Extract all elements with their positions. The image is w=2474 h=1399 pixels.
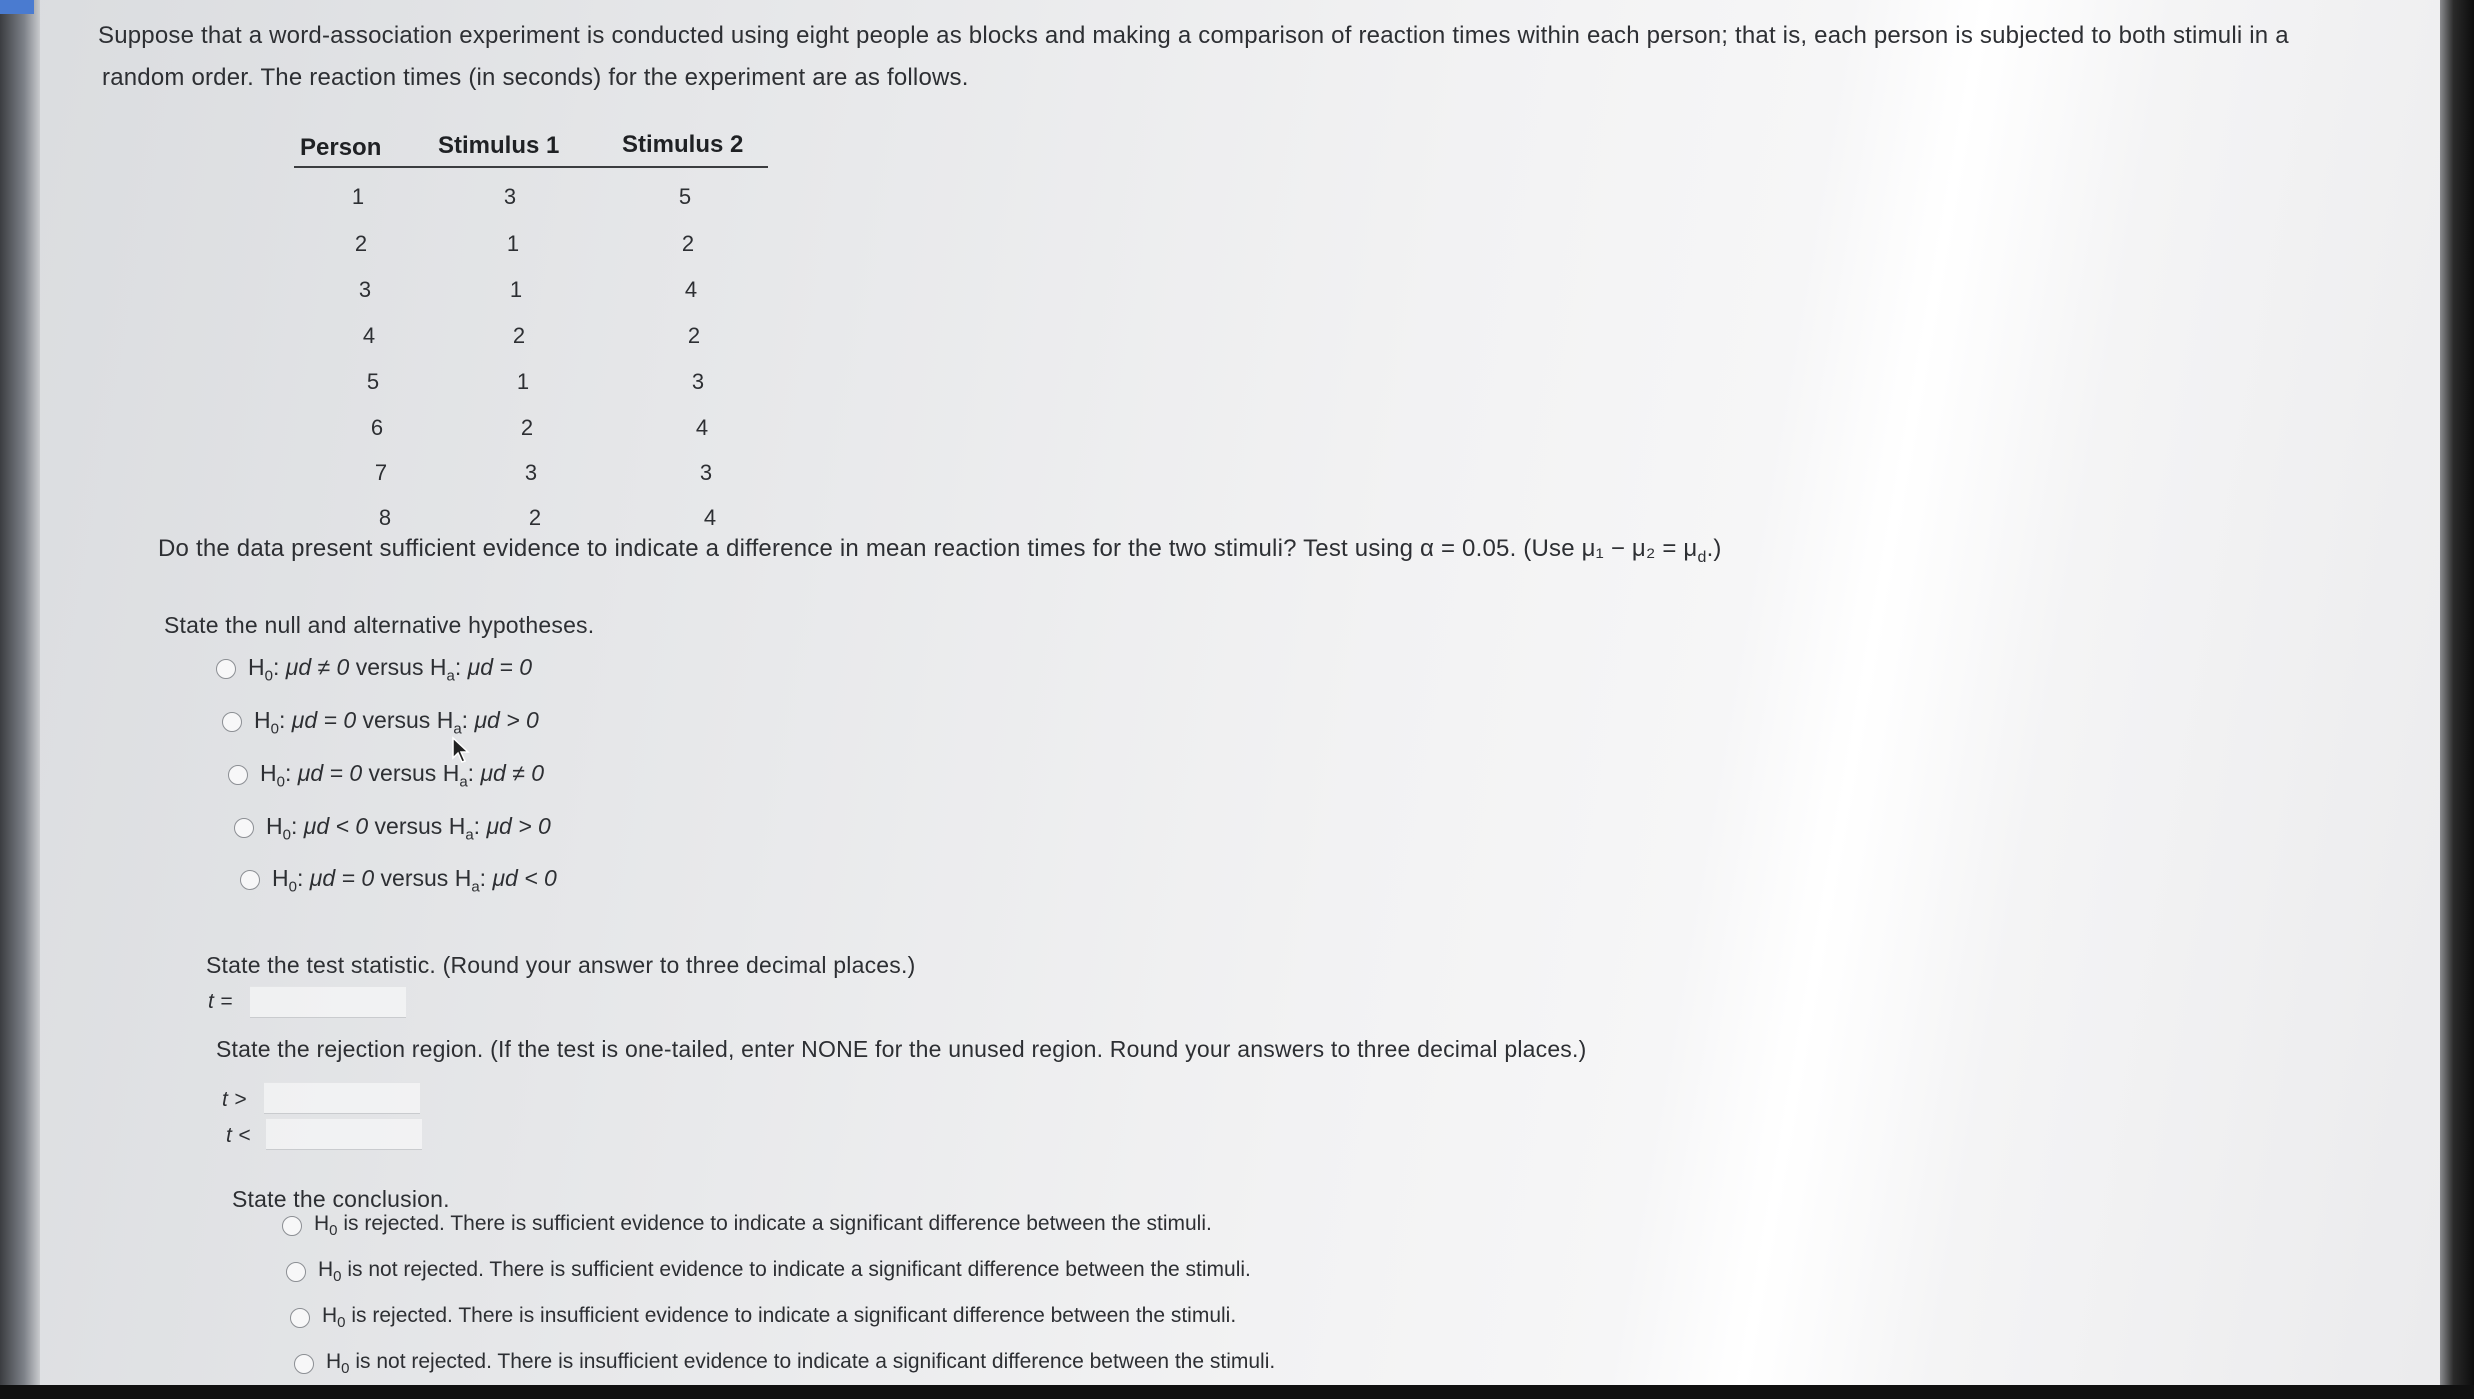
table-cell-stimulus-2: 4 bbox=[703, 505, 717, 530]
table-cell-stimulus-1: 2 bbox=[512, 323, 526, 348]
test-statistic-prompt: State the test statistic. (Round your answer to three decimal places.) bbox=[206, 952, 916, 978]
table-cell-stimulus-2: 4 bbox=[684, 277, 698, 302]
hypothesis-text: $H_0$: μd ≠ 0 versus $H_a$: μd = 0 bbox=[248, 654, 533, 685]
table-cell-stimulus-2: 4 bbox=[695, 415, 709, 440]
table-cell-stimulus-1: 2 bbox=[520, 415, 534, 440]
radio-button[interactable] bbox=[228, 765, 248, 785]
table-header-stimulus-2: Stimulus 2 bbox=[622, 131, 744, 158]
table-cell-person: 8 bbox=[378, 505, 392, 530]
radio-button[interactable] bbox=[282, 1216, 302, 1236]
rejection-upper-input[interactable] bbox=[264, 1082, 420, 1114]
radio-button[interactable] bbox=[290, 1308, 310, 1328]
conclusion-text: $H_0$ is not rejected. There is insufficient evidence to indicate a significant difference between the stimuli. bbox=[326, 1350, 1276, 1378]
table-header-rule bbox=[294, 166, 768, 168]
mouse-cursor-icon bbox=[451, 736, 471, 764]
hypothesis-text: $H_0$: μd = 0 versus $H_a$: μd ≠ 0 bbox=[260, 760, 545, 791]
question-text bbox=[158, 535, 1722, 567]
hypothesis-option[interactable] bbox=[222, 707, 539, 738]
hypothesis-text: $H_0$: μd = 0 versus $H_a$: μd > 0 bbox=[254, 707, 539, 738]
hypothesis-option[interactable] bbox=[234, 813, 551, 844]
conclusion-text: $H_0$ is not rejected. There is sufficient evidence to indicate a significant difference between the stimuli. bbox=[318, 1258, 1251, 1286]
hypothesis-text: $H_0$: μd < 0 versus $H_a$: μd > 0 bbox=[266, 813, 551, 844]
rejection-lower-label: t < bbox=[226, 1124, 251, 1147]
question-main: Do the data present sufficient evidence to indicate a difference in mean reaction times for the two stimuli? Test using α = 0.05. (Use μ₁ − μ₂ = μ bbox=[158, 535, 1698, 562]
table-cell-stimulus-1: 1 bbox=[509, 277, 523, 302]
rejection-lower-input[interactable] bbox=[266, 1118, 422, 1150]
table-cell-stimulus-2: 3 bbox=[691, 369, 705, 394]
table-cell-person: 1 bbox=[351, 184, 365, 209]
table-cell-stimulus-2: 2 bbox=[687, 323, 701, 348]
radio-button[interactable] bbox=[294, 1354, 314, 1374]
hypotheses-prompt: State the null and alternative hypotheses. bbox=[164, 612, 595, 638]
conclusion-text: $H_0$ is rejected. There is sufficient evidence to indicate a significant difference between the stimuli. bbox=[314, 1212, 1212, 1240]
table-cell-person: 7 bbox=[374, 460, 388, 485]
test-statistic-label: t = bbox=[208, 990, 233, 1013]
table-header-stimulus-1: Stimulus 1 bbox=[438, 132, 560, 159]
intro-line-2: random order. The reaction times (in seconds) for the experiment are as follows. bbox=[102, 64, 969, 91]
conclusion-text: $H_0$ is rejected. There is insufficient evidence to indicate a significant difference between the stimuli. bbox=[322, 1304, 1237, 1332]
hypothesis-text: $H_0$: μd = 0 versus $H_a$: μd < 0 bbox=[272, 865, 557, 896]
question-subscript: d bbox=[1697, 548, 1707, 566]
radio-button[interactable] bbox=[240, 870, 260, 890]
question-end: .) bbox=[1706, 535, 1722, 562]
table-cell-stimulus-1: 2 bbox=[528, 505, 542, 530]
table-cell-stimulus-2: 3 bbox=[699, 460, 713, 485]
rejection-region-prompt: State the rejection region. (If the test is one-tailed, enter NONE for the unused region. Round your answers to three decimal places.) bbox=[216, 1036, 1587, 1062]
table-cell-stimulus-1: 1 bbox=[506, 231, 520, 256]
radio-button[interactable] bbox=[222, 712, 242, 732]
radio-button[interactable] bbox=[234, 818, 254, 838]
conclusion-option[interactable] bbox=[286, 1258, 1251, 1285]
test-statistic-input[interactable] bbox=[250, 986, 406, 1018]
monitor-bezel-bottom bbox=[0, 1385, 2474, 1399]
table-header-person: Person bbox=[300, 134, 382, 161]
table-cell-stimulus-1: 1 bbox=[516, 369, 530, 394]
radio-button[interactable] bbox=[286, 1262, 306, 1282]
hypothesis-option[interactable] bbox=[228, 760, 544, 791]
table-cell-stimulus-1: 3 bbox=[503, 184, 517, 209]
radio-button[interactable] bbox=[216, 659, 236, 679]
table-cell-person: 4 bbox=[362, 323, 376, 348]
table-cell-person: 3 bbox=[358, 277, 372, 302]
conclusion-option[interactable] bbox=[294, 1350, 1275, 1377]
monitor-bezel-right bbox=[2440, 0, 2474, 1399]
table-cell-person: 5 bbox=[366, 369, 380, 394]
table-cell-stimulus-2: 5 bbox=[678, 184, 692, 209]
hypothesis-option[interactable] bbox=[240, 865, 557, 896]
rejection-upper-label: t > bbox=[222, 1088, 247, 1111]
conclusion-option[interactable] bbox=[282, 1212, 1212, 1239]
table-cell-person: 6 bbox=[370, 415, 384, 440]
table-cell-stimulus-2: 2 bbox=[681, 231, 695, 256]
intro-line-1: Suppose that a word-association experiment is conducted using eight people as blocks and making a comparison of reaction times within each person; that is, each person is subjected to both stimuli in a bbox=[98, 22, 2289, 49]
hypothesis-option[interactable] bbox=[216, 654, 532, 685]
conclusion-prompt: State the conclusion. bbox=[232, 1186, 450, 1212]
table-cell-person: 2 bbox=[354, 231, 368, 256]
conclusion-option[interactable] bbox=[290, 1304, 1236, 1331]
table-cell-stimulus-1: 3 bbox=[524, 460, 538, 485]
